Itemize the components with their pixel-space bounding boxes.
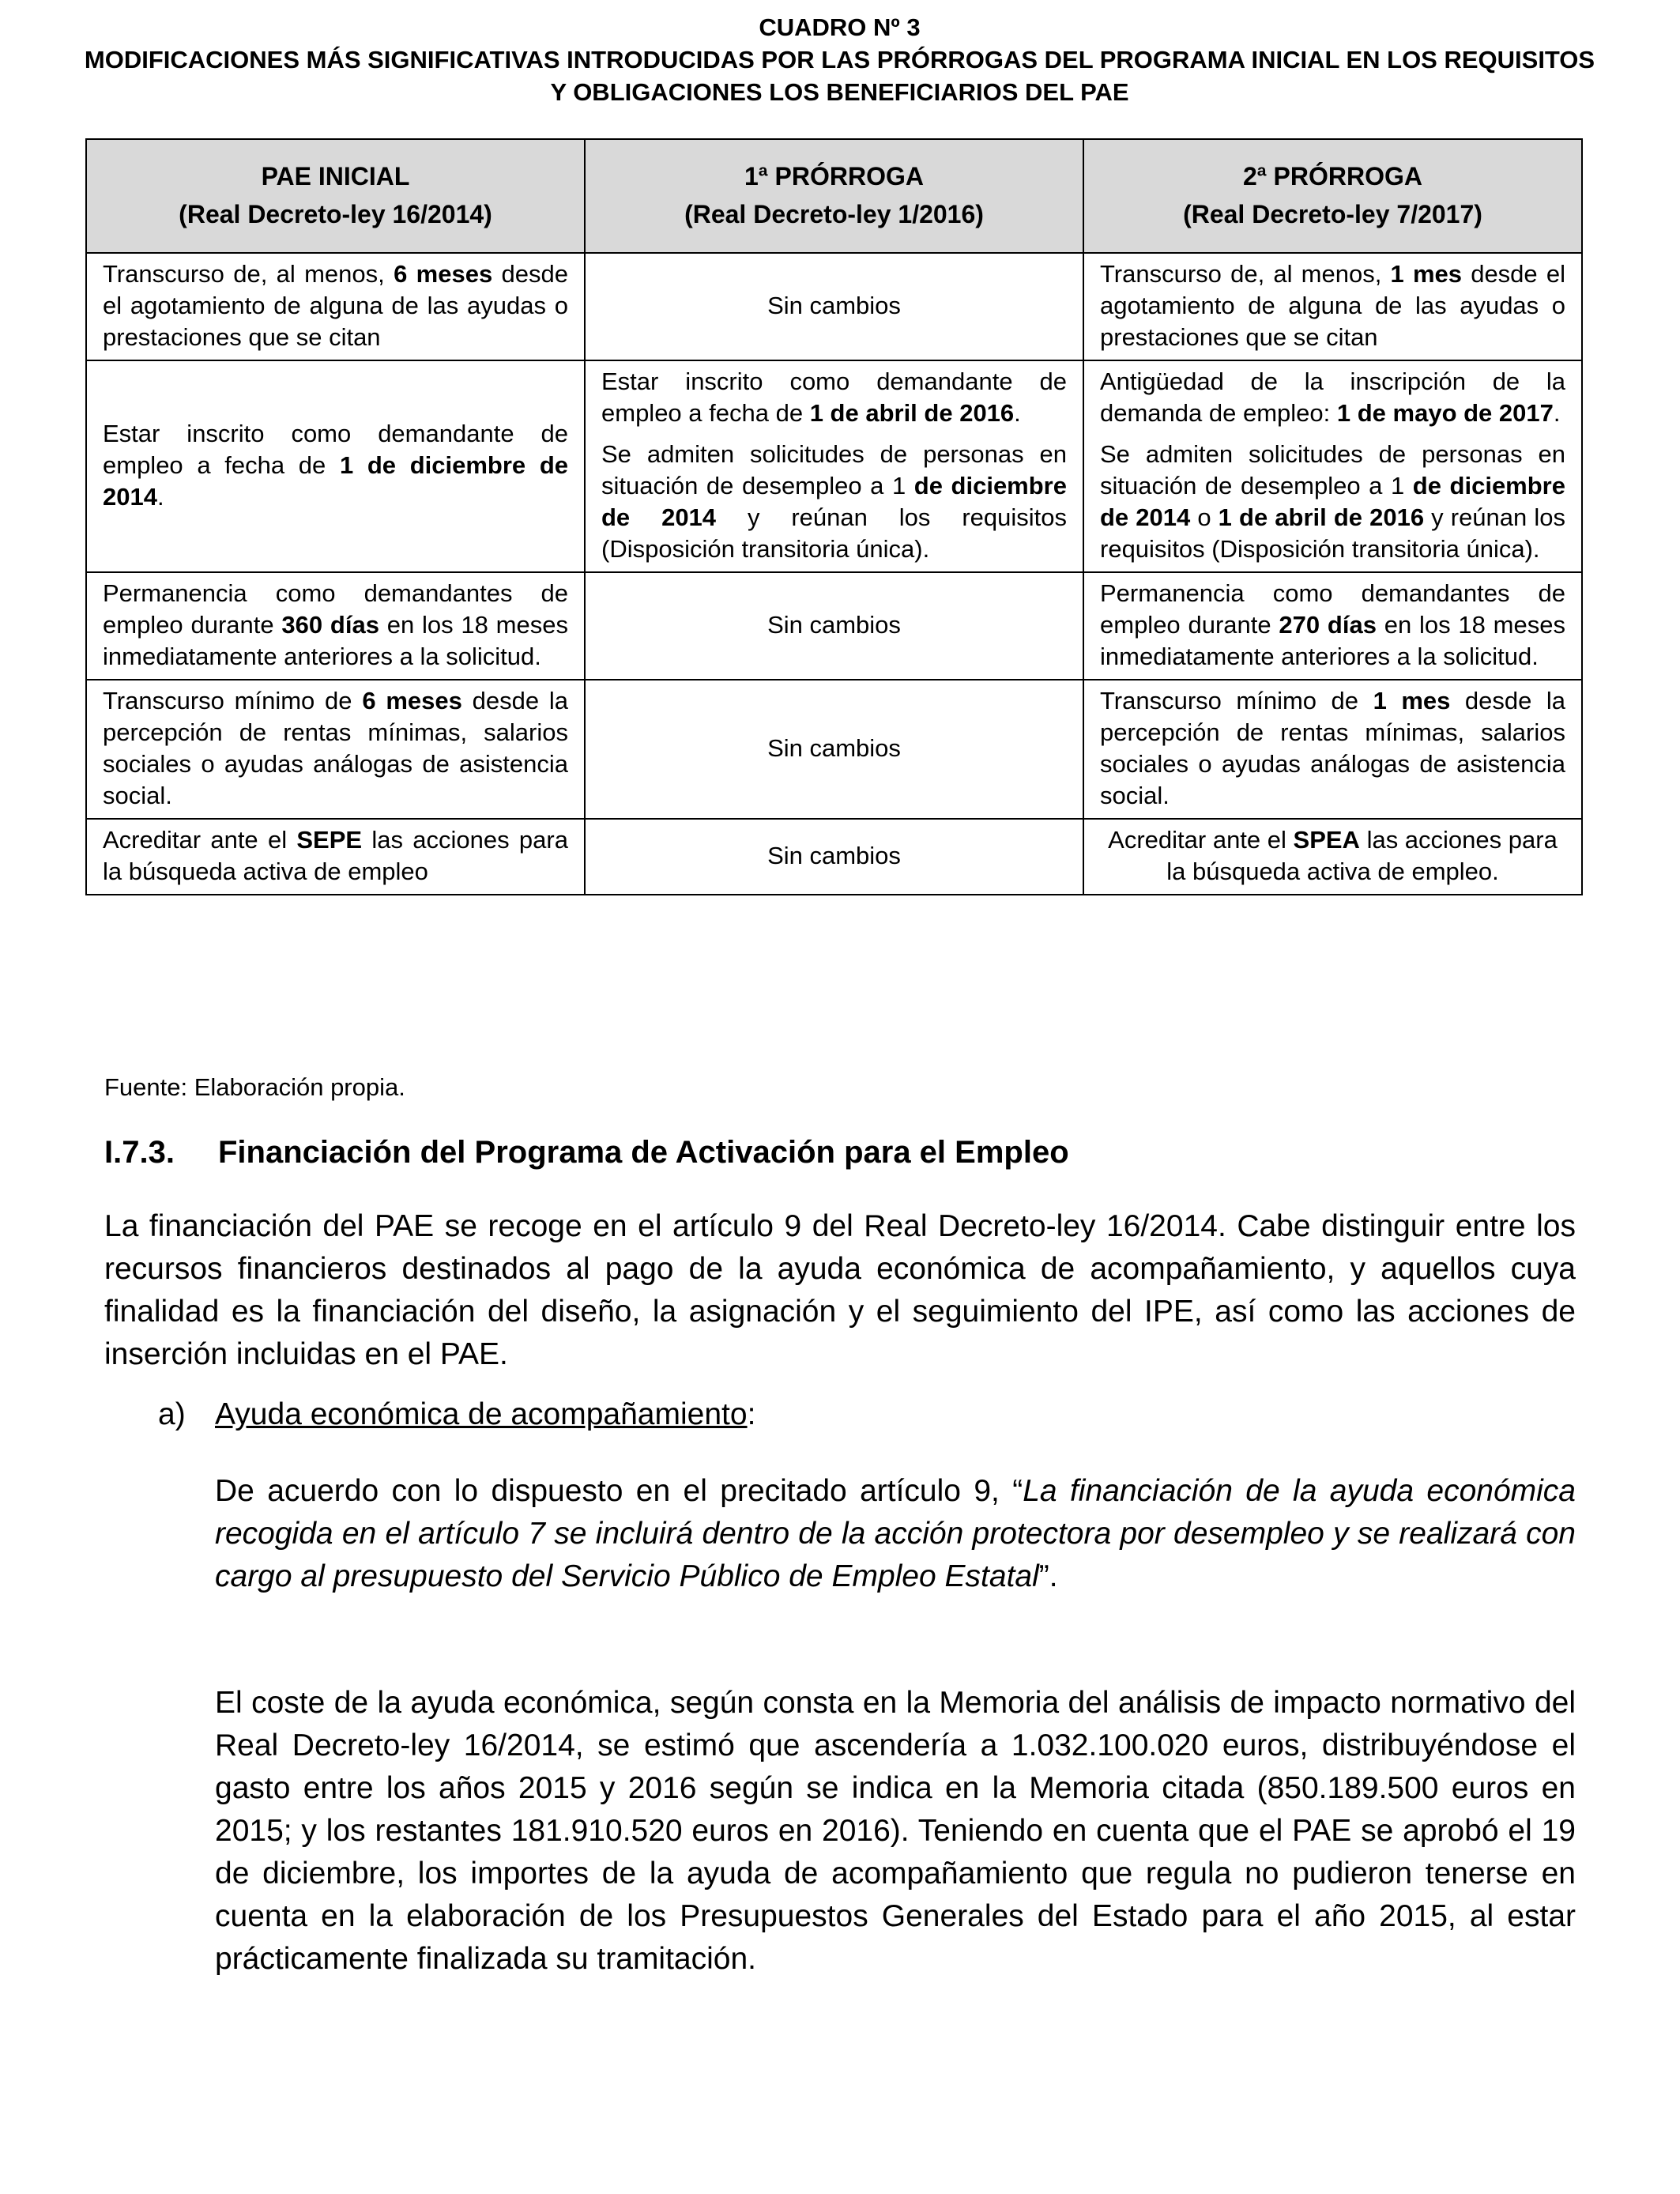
table-source-note: Fuente: Elaboración propia. [104, 1073, 405, 1101]
caption-title: MODIFICACIONES MÁS SIGNIFICATIVAS INTRODUCIDAS POR LAS PRÓRROGAS DEL PROGRAMA INICIAL EN LOS REQUISITOS Y OBLIGACIONES LOS BENEFICIARIOS DEL PAE [84, 46, 1595, 106]
table-row [86, 572, 1582, 680]
body-paragraph-quote: De acuerdo con lo dispuesto en el precitado artículo 9, “La financiación de la ayuda económica recogida en el artículo 7 se incluirá dentro de la acción protectora por desempleo y se realizará con cargo al presupuesto del Servicio Público de Empleo Estatal”. [215, 1474, 1576, 1593]
cell-paragraph: Estar inscrito como demandante de empleo a fecha de 1 de abril de 2016. [601, 368, 1067, 427]
cell-paragraph: Se admiten solicitudes de personas en situación de desempleo a 1 de diciembre de 2014 y reúnan los requisitos (Disposición transitoria única). [601, 440, 1067, 563]
table-header-row [86, 139, 1582, 253]
table-cell: Acreditar ante el SEPE las acciones para la búsqueda activa de empleo [86, 819, 585, 895]
list-item-a: a) Ayuda económica de acompañamiento: [158, 1393, 755, 1436]
table-cell: Transcurso mínimo de 1 mes desde la percepción de rentas mínimas, salarios sociales o ayudas análogas de asistencia social. [1083, 680, 1582, 819]
list-item-heading: Ayuda económica de acompañamiento [215, 1397, 748, 1431]
header-title: PAE INICIAL [261, 162, 410, 190]
table-cell: Transcurso de, al menos, 6 meses desde el agotamiento de alguna de las ayudas o prestaciones que se citan [86, 253, 585, 360]
cell-paragraph: Antigüedad de la inscripción de la demanda de empleo: 1 de mayo de 2017. [1100, 368, 1565, 427]
cell-paragraph: Se admiten solicitudes de personas en situación de desempleo a 1 de diciembre de 2014 o 1 de abril de 2016 y reúnan los requisitos (Disposición transitoria única). [1100, 440, 1565, 563]
section-title: Financiación del Programa de Activación para el Empleo [218, 1135, 1069, 1170]
table-cell: Transcurso de, al menos, 1 mes desde el agotamiento de alguna de las ayudas o prestaciones que se citan [1083, 253, 1582, 360]
table-cell: Sin cambios [585, 253, 1083, 360]
header-subtitle: (Real Decreto-ley 1/2016) [684, 200, 984, 228]
header-pae-inicial [86, 139, 585, 253]
table-row [86, 680, 1582, 819]
section-heading [104, 1132, 1069, 1173]
table-cell: Sin cambios [585, 819, 1083, 895]
header-title: 1ª PRÓRROGA [744, 162, 924, 190]
table-cell: Permanencia como demandantes de empleo durante 270 días en los 18 meses inmediatamente anteriores a la solicitud. [1083, 572, 1582, 680]
table-row [86, 819, 1582, 895]
header-title: 2ª PRÓRROGA [1243, 162, 1422, 190]
table-cell [585, 360, 1083, 572]
header-primera-prorroga [585, 139, 1083, 253]
table-cell: Permanencia como demandantes de empleo durante 360 días en los 18 meses inmediatamente anteriores a la solicitud. [86, 572, 585, 680]
list-item-label: a) [158, 1397, 186, 1431]
header-segunda-prorroga [1083, 139, 1582, 253]
header-subtitle: (Real Decreto-ley 7/2017) [1183, 200, 1482, 228]
table-row [86, 253, 1582, 360]
section-number: I.7.3. [104, 1135, 175, 1170]
table-caption [79, 11, 1600, 108]
table-cell: Transcurso mínimo de 6 meses desde la percepción de rentas mínimas, salarios sociales o ayudas análogas de asistencia social. [86, 680, 585, 819]
body-paragraph: El coste de la ayuda económica, según consta en la Memoria del análisis de impacto normativo del Real Decreto-ley 16/2014, se estimó que ascendería a 1.032.100.020 euros, distribuyéndose el gasto entre los años 2015 y 2016 según se indica en la Memoria citada (850.189.500 euros en 2015; y los restantes 181.910.520 euros en 2016). Teniendo en cuenta que el PAE se aprobó el 19 de diciembre, los importes de la ayuda de acompañamiento que regula no pudieron tenerse en cuenta en la elaboración de los Presupuestos Generales del Estado para el año 2015, al estar prácticamente finalizada su tramitación. [215, 1686, 1576, 1976]
table-row [86, 360, 1582, 572]
header-subtitle: (Real Decreto-ley 16/2014) [179, 200, 492, 228]
body-paragraph: La financiación del PAE se recoge en el artículo 9 del Real Decreto-ley 16/2014. Cabe distinguir entre los recursos financieros destinados al pago de la ayuda económica de acompañamiento, y aquellos cuya finalidad es la financiación del diseño, la asignación y el seguimiento del IPE, así como las acciones de inserción incluidas en el PAE. [104, 1209, 1576, 1371]
table-cell: Sin cambios [585, 680, 1083, 819]
table-cell [1083, 360, 1582, 572]
legal-quote: La financiación de la ayuda económica recogida en el artículo 7 se incluirá dentro de la acción protectora por desempleo y se realizará con cargo al presupuesto del Servicio Público de Empleo Estatal [215, 1474, 1576, 1593]
table-cell: Sin cambios [585, 572, 1083, 680]
caption-number: CUADRO Nº 3 [759, 13, 921, 41]
table-cell: Acreditar ante el SPEA las acciones para la búsqueda activa de empleo. [1083, 819, 1582, 895]
table-cell: Estar inscrito como demandante de empleo a fecha de 1 de diciembre de 2014. [86, 360, 585, 572]
comparison-table [85, 138, 1583, 895]
